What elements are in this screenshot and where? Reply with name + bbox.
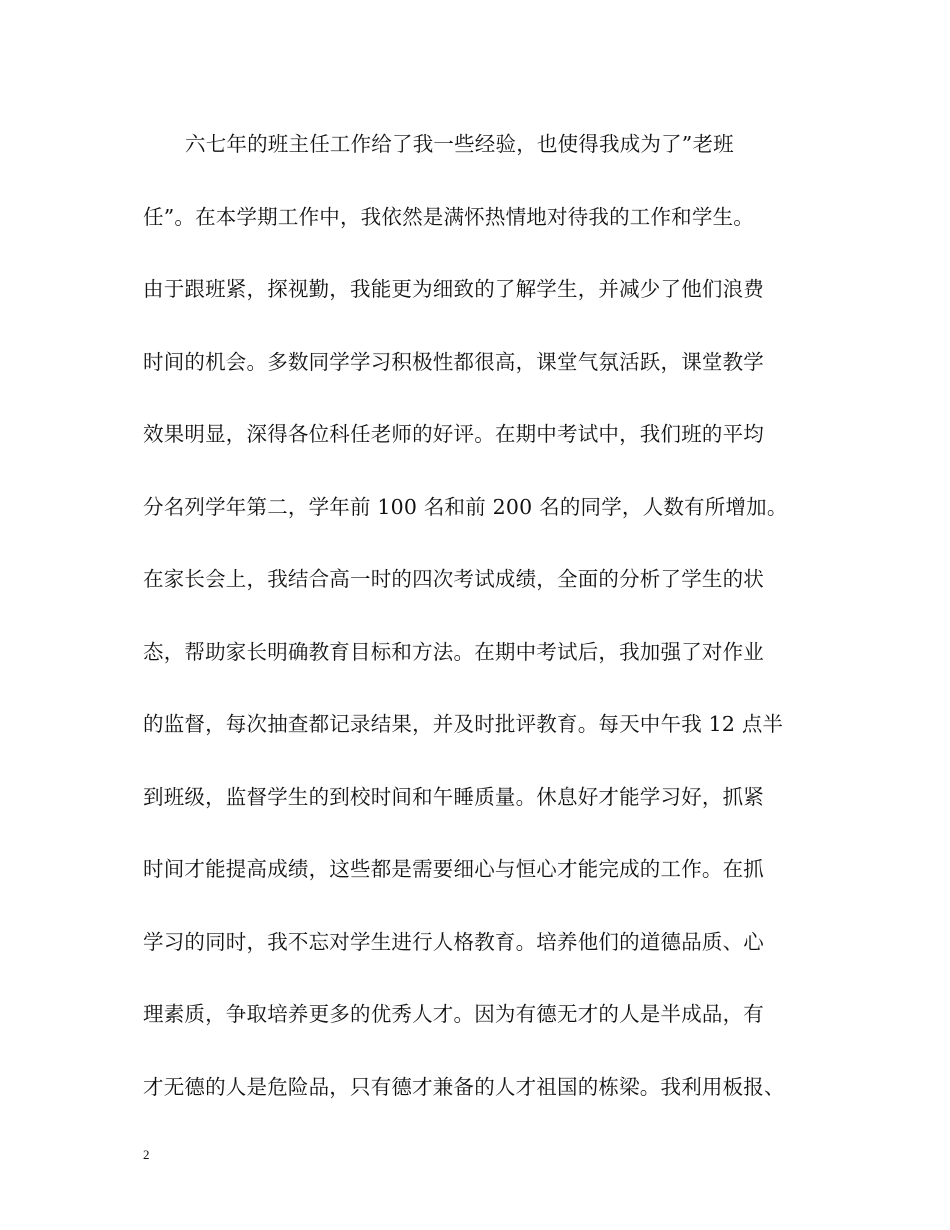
text-line: 由于跟班紧，探视勤，我能更为细致的了解学生，并减少了他们浪费 <box>143 277 764 301</box>
text-line: 任”。在本学期工作中，我依然是满怀热情地对待我的工作和学生。 <box>143 204 754 229</box>
text-line: 效果明显，深得各位科任老师的好评。在期中考试中，我们班的平均 <box>143 422 764 446</box>
text-line: 时间的机会。多数同学学习积极性都很高，课堂气氛活跃，课堂教学 <box>143 349 764 374</box>
text-line: 才无德的人是危险品，只有德才兼备的人才祖国的栋梁。我利用板报、 <box>143 1074 785 1099</box>
text-line: 态，帮助家长明确教育目标和方法。在期中考试后，我加强了对作业 <box>143 639 764 664</box>
text-line: 到班级，监督学生的到校时间和午睡质量。休息好才能学习好，抓紧 <box>143 784 764 809</box>
text-line: 在家长会上，我结合高一时的四次考试成绩，全面的分析了学生的状 <box>143 567 764 591</box>
text-line: 的监督，每次抽查都记录结果，并及时批评教育。每天中午我 12 点半 <box>143 712 784 736</box>
text-line: 分名列学年第二，学年前 100 名和前 200 名的同学，人数有所增加。 <box>143 494 788 519</box>
text-line: 学习的同时，我不忘对学生进行人格教育。培养他们的道德品质、心 <box>143 929 764 954</box>
text-line: 时间才能提高成绩，这些都是需要细心与恒心才能完成的工作。在抓 <box>143 857 764 881</box>
page-number: 2 <box>143 1147 150 1162</box>
text-line: 六七年的班主任工作给了我一些经验，也使得我成为了”老班 <box>185 132 734 156</box>
body-paragraph <box>143 126 823 1141</box>
text-line: 理素质，争取培养更多的优秀人才。因为有德无才的人是半成品，有 <box>143 1002 764 1026</box>
